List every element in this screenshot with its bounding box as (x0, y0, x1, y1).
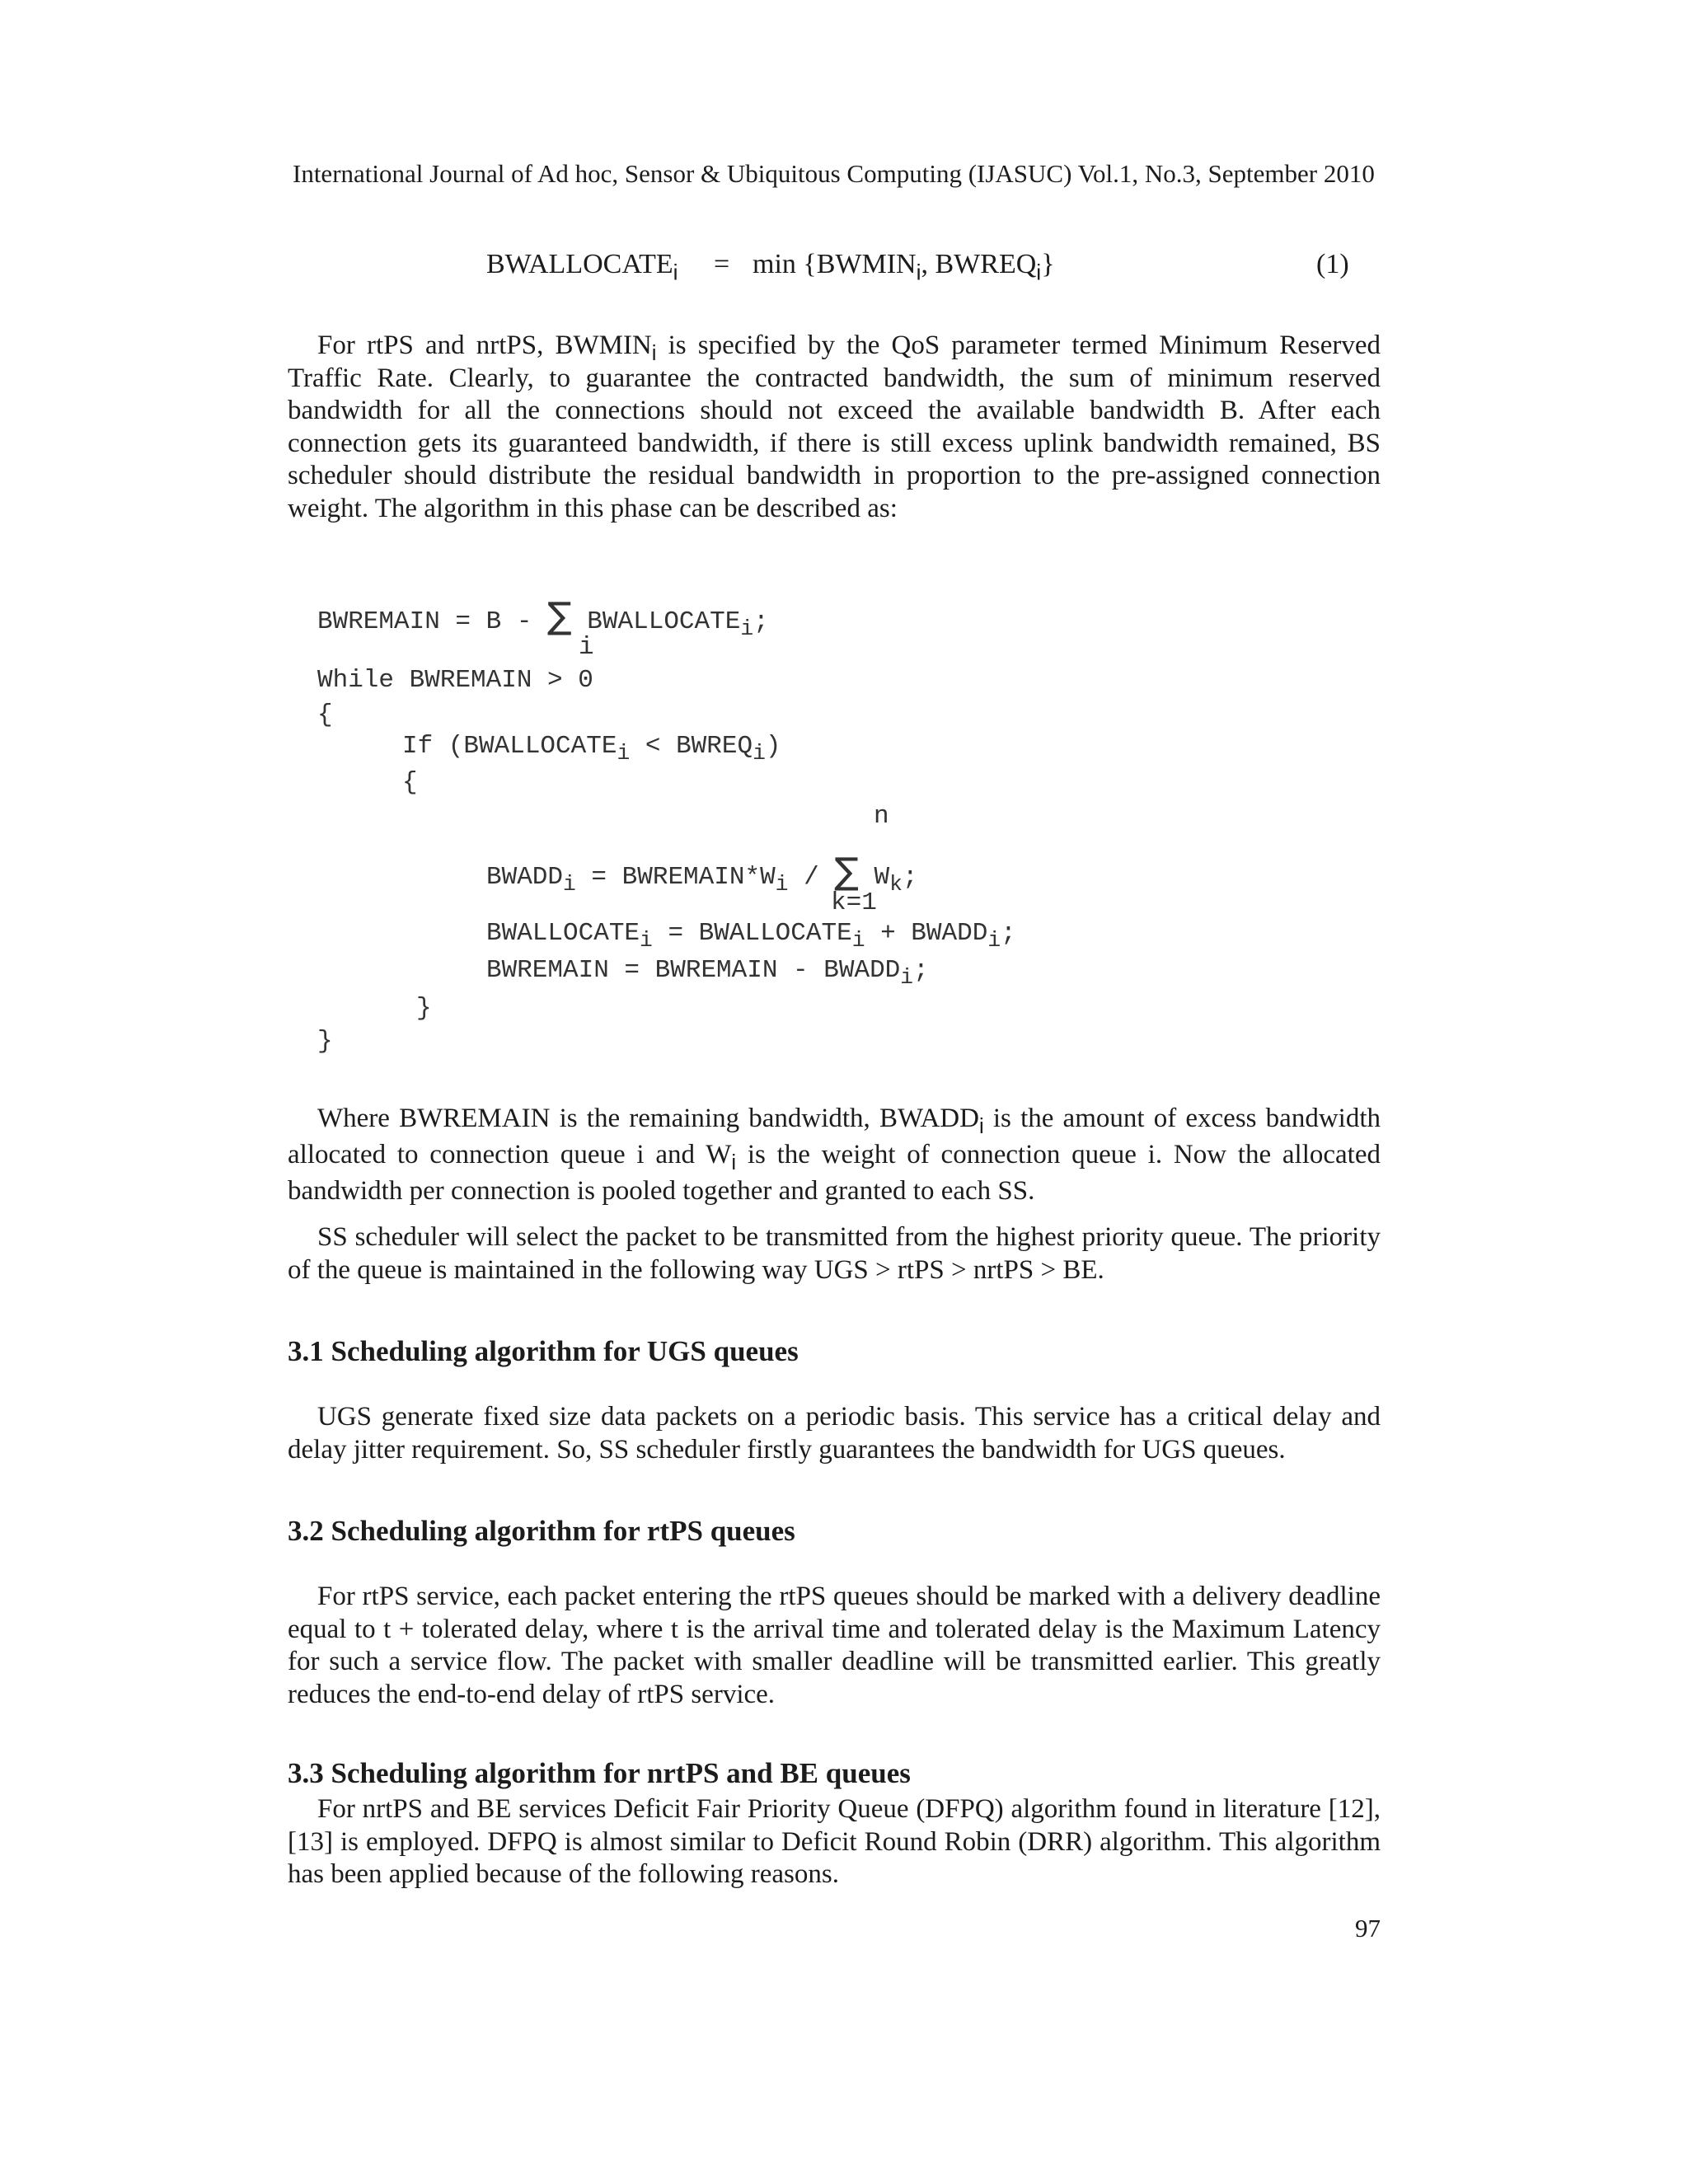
equation-number: (1) (1316, 249, 1349, 279)
equation-operator: = (714, 249, 730, 279)
paragraph-ss-scheduler: SS scheduler will select the packet to be transmitted from the highest priority queue. The priority of the queue is maintained in the following way UGS > rtPS > nrtPS > BE. (288, 1222, 1381, 1285)
sigma-lower-k: k=1 (831, 888, 877, 917)
code-inner-brace-open: { (402, 768, 418, 797)
section-body-3-1: UGS generate fixed size data packets on a periodic basis. This service has a critical delay and delay jitter requirement. So, SS scheduler firstly guarantees the bandwidth for UGS queues. (288, 1402, 1381, 1465)
code-brace-close: } (317, 1027, 333, 1056)
paragraph-bwremain-definition: Where BWREMAIN is the remaining bandwidth, $BWADD_i$ is the amount of excess bandwidth allocated to connection queue i and $W_i$ is the weight of connection queue i. Now the allocated bandwidth per connection is pooled together and granted to each SS. (288, 1104, 1381, 1206)
code-line-bwadd: $BWADD_i$ = $BWREMAIN*W_i$ / ∑ $W_k$; (486, 851, 918, 897)
section-heading-3-1: 3.1 Scheduling algorithm for UGS queues (288, 1335, 799, 1367)
journal-header: International Journal of Ad hoc, Sensor & Ubiquitous Computing (IJASUC) Vol.1, No.3, September 2010 (293, 159, 1375, 188)
sigma-upper-n: n (874, 802, 889, 831)
code-brace-open: { (317, 701, 333, 729)
sigma-symbol: ∑ (834, 851, 859, 893)
section-heading-3-2: 3.2 Scheduling algorithm for rtPS queues (288, 1515, 795, 1547)
code-line-if: If ($BWALLOCATE_i$ < $BWREQ_i$) (402, 732, 781, 766)
sigma-index-i: i (579, 633, 594, 662)
code-line-bwremain-init: BWREMAIN = B - ∑ $BWALLOCATE_i$; (317, 595, 769, 641)
sigma-symbol: ∑ (547, 595, 572, 637)
section-body-3-2: For rtPS service, each packet entering the rtPS queues should be marked with a delivery deadline equal to t + tolerated delay, where t is the arrival time and tolerated delay is the Maximum Latency for such a service flow. The packet with smaller deadline will be transmitted earlier. This greatly reduces the end-to-end delay of rtPS service. (288, 1582, 1381, 1709)
paragraph-bwmin: For rtPS and nrtPS, $BWMIN_i$ is specified by the QoS parameter termed Minimum Reserved Traffic Rate. Clearly, to guarantee the contracted bandwidth, the sum of minimum reserved bandwidth for all the connections should not exceed the available bandwidth B. After each connection gets its guaranteed bandwidth, if there is still excess uplink bandwidth remained, BS scheduler should distribute the residual bandwidth in proportion to the pre-assigned connection weight. The algorithm in this phase can be described as: (288, 330, 1381, 523)
section-body-3-3: For nrtPS and BE services Deficit Fair Priority Queue (DFPQ) algorithm found in literature [12], [13] is employed. DFPQ is almost similar to Deficit Round Robin (DRR) algorithm. This algorithm has been applied because of the following reasons. (288, 1794, 1381, 1889)
code-line-bwallocate-update: $BWALLOCATE_i$ = $BWALLOCATE_i$ + $BWADD_i$; (486, 919, 1016, 953)
page-number: 97 (1355, 1914, 1381, 1943)
code-line-while: While BWREMAIN > 0 (317, 666, 593, 695)
equation-lhs: $BWALLOCATE_i$ (486, 249, 678, 285)
equation-rhs: $\min \{BWMIN_i$, $BWREQ_i$} (753, 249, 1055, 285)
code-inner-brace-close: } (416, 994, 432, 1023)
section-heading-3-3: 3.3 Scheduling algorithm for nrtPS and BE queues (288, 1757, 911, 1789)
code-line-bwremain-update: BWREMAIN = BWREMAIN - $BWADD_i$; (486, 956, 929, 990)
